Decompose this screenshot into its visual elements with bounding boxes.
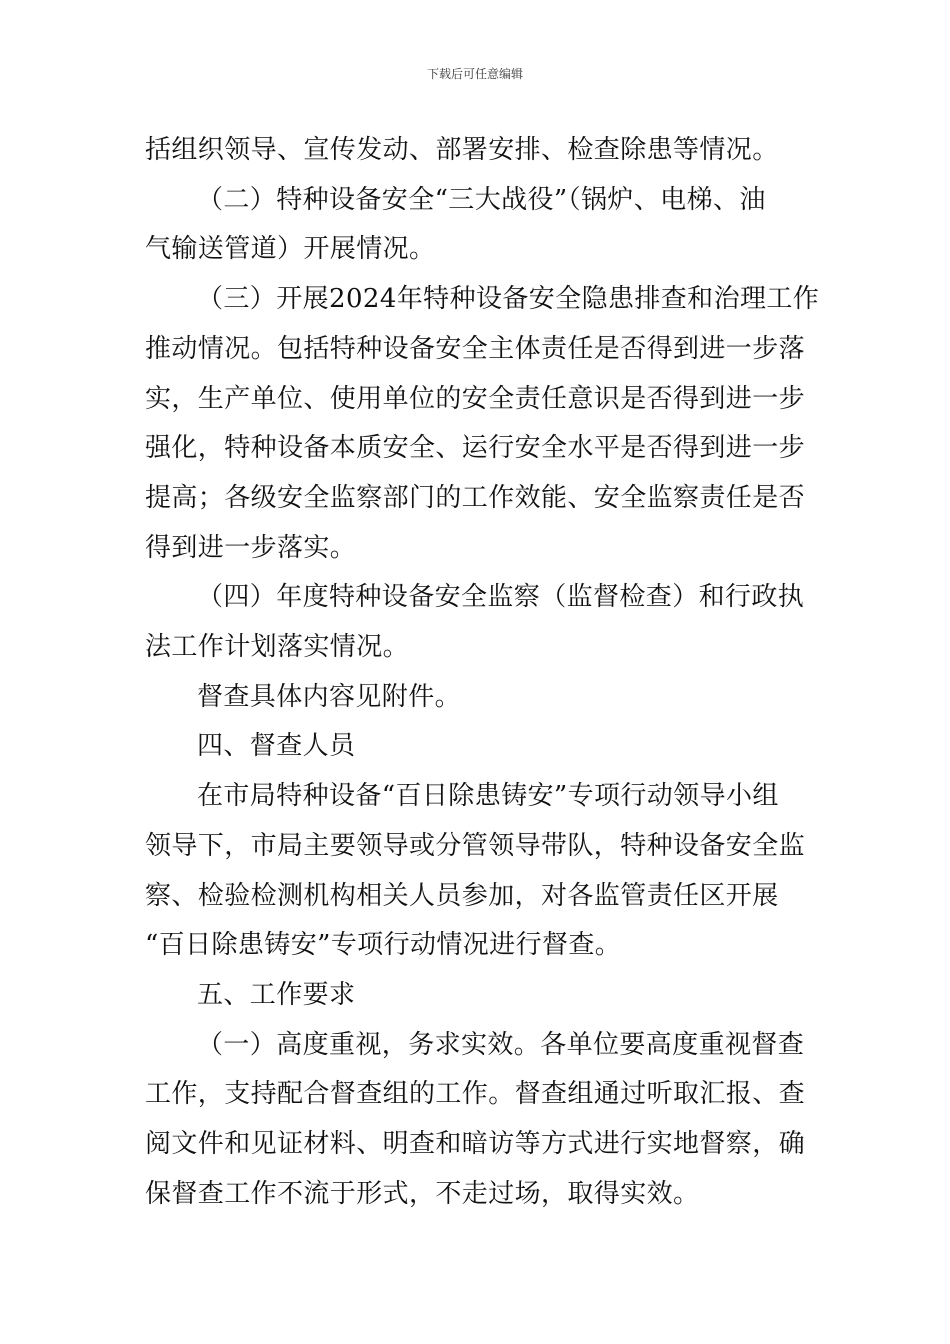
- paragraph: [145, 971, 807, 1021]
- paragraph-line: “百日除患铸安”专项行动情况进行督查。: [145, 930, 622, 961]
- paragraph-line: 括组织领导、宣传发动、部署安排、检查除患等情况。: [145, 135, 779, 165]
- paragraph-line: （三）开展2024年特种设备安全隐患排查和治理工作: [197, 284, 820, 315]
- paragraph-line: （一）高度重视，务求实效。各单位要高度重视督查: [197, 1029, 805, 1060]
- document-body: [145, 126, 820, 1219]
- paragraph: [145, 722, 807, 772]
- paragraph-line: 阅文件和见证材料、明查和暗访等方式进行实地督察，确: [145, 1129, 806, 1160]
- paragraph-line: 察、检验检测机构相关人员参加，对各监管责任区开展: [145, 880, 779, 911]
- paragraph: [145, 673, 807, 723]
- paragraph-line: 领导下，市局主要领导或分管领导带队，特种设备安全监: [145, 830, 806, 861]
- paragraph-line: 在市局特种设备“百日除患铸安”专项行动领导小组: [197, 781, 779, 812]
- page-header-note: 下载后可任意编辑: [426, 67, 523, 81]
- paragraph-line: 提高；各级安全监察部门的工作效能、安全监察责任是否: [145, 482, 806, 513]
- paragraph-line: 五、工作要求: [197, 979, 356, 1010]
- paragraph-line: 四、督查人员: [197, 731, 356, 762]
- paragraph-line: 法工作计划落实情况。: [145, 632, 410, 663]
- paragraph: [145, 126, 807, 176]
- paragraph-line: 推动情况。包括特种设备安全主体责任是否得到进一步落: [145, 333, 806, 364]
- paragraph-line: 工作，支持配合督查组的工作。督查组通过听取汇报、查: [145, 1079, 806, 1110]
- paragraph-line: 得到进一步落实。: [145, 532, 357, 563]
- paragraph-line: 督查具体内容见附件。: [197, 681, 462, 712]
- paragraph: [145, 772, 807, 971]
- paragraph: [145, 573, 807, 672]
- paragraph-line: （四）年度特种设备安全监察（监督检查）和行政执: [197, 582, 805, 613]
- paragraph: [145, 176, 807, 275]
- paragraph-line: 保督查工作不流于形式，不走过场，取得实效。: [145, 1178, 700, 1209]
- paragraph: [145, 275, 820, 573]
- paragraph-line: 强化，特种设备本质安全、运行安全水平是否得到进一步: [145, 433, 806, 464]
- paragraph: [145, 1021, 807, 1220]
- paragraph-line: 实，生产单位、使用单位的安全责任意识是否得到进一步: [145, 383, 806, 414]
- paragraph-line: 气输送管道）开展情况。: [145, 234, 436, 265]
- paragraph-line: （二）特种设备安全“三大战役”（锅炉、电梯、油: [197, 184, 766, 215]
